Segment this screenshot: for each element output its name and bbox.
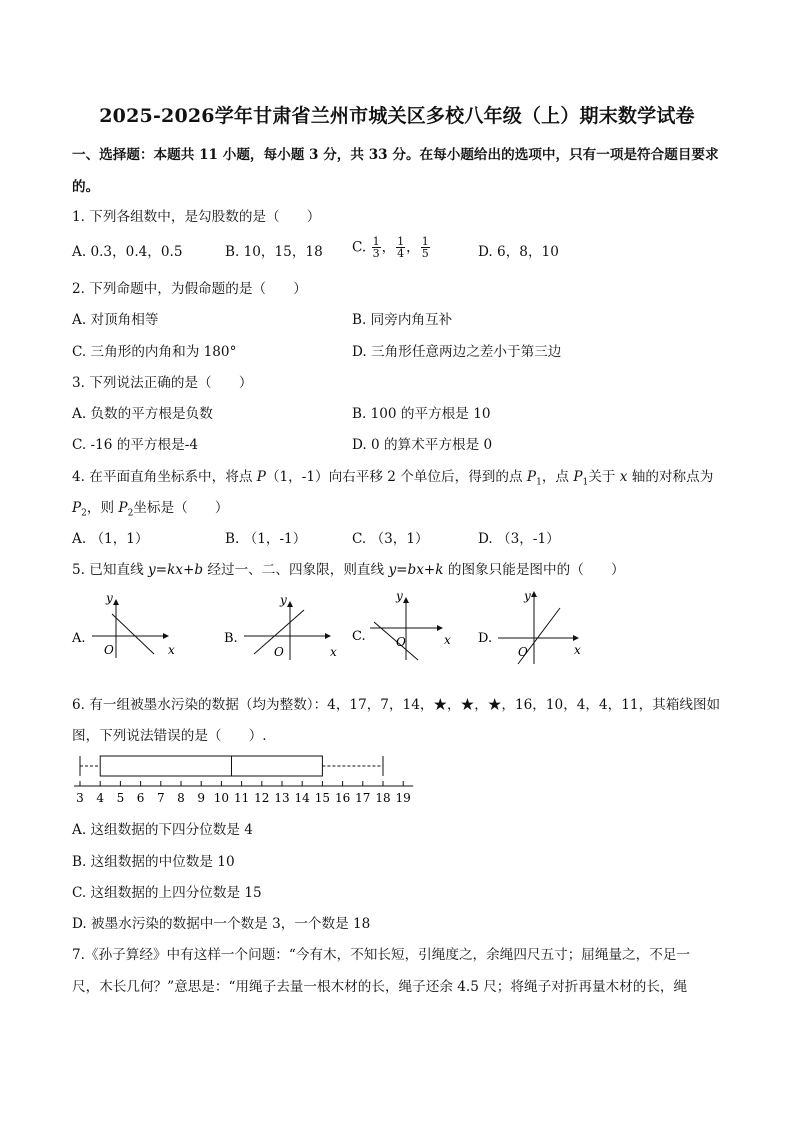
q5-text: 经过一、二、四象限，则直线 <box>203 562 389 578</box>
q4-option-b: B. （1，-1） <box>225 531 307 547</box>
origin-label: O <box>518 645 528 659</box>
q4-option-d: D. （3，-1） <box>478 531 560 547</box>
tick-label: 15 <box>314 791 331 805</box>
tick-label: 13 <box>274 791 290 805</box>
q4-var: x <box>619 469 628 485</box>
fraction-numerator: 1 <box>421 235 429 248</box>
tick-label: 16 <box>334 791 351 805</box>
tick-label: 9 <box>197 791 206 805</box>
box-plot <box>70 752 430 812</box>
axis-label-y: y <box>280 593 287 607</box>
q1-option-a: A. 0.3，0.4，0.5 <box>72 244 183 260</box>
question-4-stem <box>72 468 713 492</box>
question-7-stem: 7.《孙子算经》中有这样一个问题：“今有木，不知长短，引绳度之，余绳四尺五寸；屈绳量之，不足一 <box>72 947 691 963</box>
tick-label: 18 <box>375 791 391 805</box>
q4-var: P <box>526 469 537 485</box>
question-1-stem: 1. 下列各组数中，是勾股数的是（ ） <box>72 209 321 225</box>
q1-option-c <box>352 236 431 259</box>
origin-label: O <box>104 643 114 657</box>
tick-label: 12 <box>254 791 270 805</box>
q4-var: P <box>72 500 82 516</box>
fraction-numerator: 1 <box>372 235 380 248</box>
tick-label: 17 <box>355 791 371 805</box>
box <box>100 756 322 776</box>
section-heading: 一、选择题：本题共 11 小题，每小题 3 分，共 33 分。在每小题给出的选项中，只有一项是符合题目要求 <box>72 147 719 163</box>
q4-option-c: C. （3，1） <box>352 531 429 547</box>
q4-sub: 2 <box>81 508 87 519</box>
q4-var: P <box>118 500 128 516</box>
fraction <box>421 236 430 259</box>
q6-option-d: D. 被墨水污染的数据中一个数是 3，一个数是 18 <box>72 916 371 932</box>
fraction <box>396 236 405 259</box>
graph-option-a <box>71 591 175 658</box>
q4-sub: 1 <box>536 477 542 488</box>
graph-option-b <box>224 593 337 660</box>
q4-sub: 1 <box>582 477 589 488</box>
question-6-stem-cont: 图，下列说法错误的是（ ）. <box>72 728 267 744</box>
tick-label: 8 <box>177 791 185 805</box>
q4-text: 轴的对称点为 <box>627 469 714 485</box>
tick-label: 14 <box>294 791 310 805</box>
q4-var: P <box>573 469 583 485</box>
q5-text: 的图象只能是图中的（ ） <box>443 562 625 578</box>
q4-text: 4. 在平面直角坐标系中，将点 <box>72 469 257 485</box>
tick-label: 3 <box>76 791 84 805</box>
q4-text: ，则 <box>86 500 119 516</box>
q2-option-c: C. 三角形的内角和为 180° <box>72 344 237 360</box>
question-3-stem: 3. 下列说法正确的是（ ） <box>72 375 253 391</box>
separator: ， <box>381 239 396 256</box>
axis-label-y: y <box>106 591 113 605</box>
fraction <box>372 236 381 259</box>
question-5-stem <box>72 561 625 579</box>
q3-option-c: C. -16 的平方根是-4 <box>72 437 198 453</box>
graph-option-d <box>478 589 581 664</box>
separator: ， <box>406 239 420 256</box>
question-2-stem: 2. 下列命题中，为假命题的是（ ） <box>72 281 307 297</box>
axis-label-x: x <box>574 643 581 657</box>
graph-label: A. <box>72 631 86 646</box>
q4-text: ，点 <box>541 469 574 485</box>
tick-label: 19 <box>395 791 411 805</box>
axis-label-x: x <box>444 633 451 647</box>
q5-equation: y=bx+k <box>388 562 444 578</box>
q1-option-b: B. 10，15，18 <box>225 244 323 260</box>
q6-option-b: B. 这组数据的中位数是 10 <box>72 854 235 870</box>
graph-line <box>112 614 154 654</box>
fraction-numerator: 1 <box>397 235 405 248</box>
q1-option-c-prefix: C. <box>352 239 367 256</box>
graph-option-c <box>352 589 451 660</box>
axis-label-y: y <box>396 589 403 603</box>
origin-label: O <box>274 645 284 659</box>
axis-label-x: x <box>168 643 175 657</box>
graph-label: D. <box>478 631 493 646</box>
origin-label: O <box>396 635 406 649</box>
q5-equation: y=kx+b <box>148 562 204 578</box>
fraction-denominator: 3 <box>372 247 380 260</box>
tick-label: 10 <box>213 791 230 805</box>
fraction-denominator: 5 <box>421 247 429 260</box>
question-4-stem-cont <box>72 499 228 523</box>
q4-sub: 2 <box>127 508 134 519</box>
q3-option-d: D. 0 的算术平方根是 0 <box>352 437 493 453</box>
q4-text: 关于 <box>588 469 620 485</box>
tick-label: 5 <box>116 791 125 805</box>
fraction-denominator: 4 <box>397 247 405 260</box>
q3-option-b: B. 100 的平方根是 10 <box>352 406 491 422</box>
q4-var: P <box>256 469 266 485</box>
section-heading-cont: 的。 <box>72 179 100 195</box>
q2-option-a: A. 对顶角相等 <box>72 312 159 328</box>
q1-option-d: D. 6，8，10 <box>478 244 559 260</box>
q6-option-c: C. 这组数据的上四分位数是 15 <box>72 885 262 901</box>
q5-text: 5. 已知直线 <box>72 562 148 578</box>
graph-label: B. <box>224 631 238 646</box>
tick-label: 11 <box>233 791 250 805</box>
q2-option-b: B. 同旁内角互补 <box>352 312 453 328</box>
page-title: 2025-2026学年甘肃省兰州市城关区多校八年级（上）期末数学试卷 <box>99 105 695 127</box>
q3-option-a: A. 负数的平方根是负数 <box>72 406 213 422</box>
tick-label: 7 <box>156 791 165 805</box>
graph-label: C. <box>352 629 366 644</box>
q5-graphs <box>68 588 598 666</box>
q4-text: 坐标是（ ） <box>133 500 229 516</box>
axis-label-x: x <box>330 645 337 659</box>
tick-label: 4 <box>96 791 105 805</box>
q4-option-a: A. （1，1） <box>72 531 149 547</box>
q6-option-a: A. 这组数据的下四分位数是 4 <box>72 822 253 838</box>
q2-option-d: D. 三角形任意两边之差小于第三边 <box>352 344 562 360</box>
question-6-stem: 6. 有一组被墨水污染的数据（均为整数）：4，17，7，14，★，★，★，16，10，4，4，11，其箱线图如 <box>72 697 721 713</box>
tick-label: 6 <box>136 791 145 805</box>
axis-label-y: y <box>524 589 531 603</box>
q4-text: （1，-1）向右平移 2 个单位后，得到的点 <box>265 469 527 485</box>
question-7-stem-cont: 尺，木长几何？”意思是：“用绳子去量一根木材的长，绳子还余 4.5 尺；将绳子对折再量木材的长，绳 <box>72 979 688 995</box>
